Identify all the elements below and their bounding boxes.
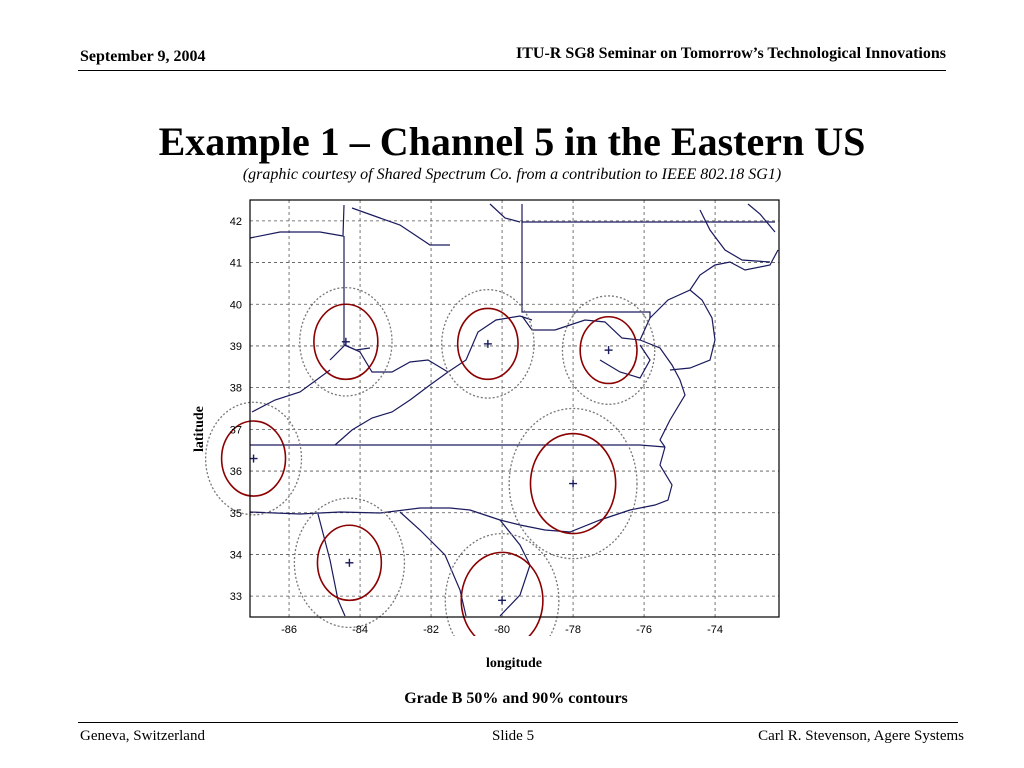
border-line: [700, 210, 770, 262]
station-marker: [498, 596, 506, 604]
station-marker: [569, 480, 577, 488]
slide-title: Example 1 – Channel 5 in the Eastern US: [158, 119, 866, 164]
border-line: [250, 508, 500, 520]
x-tick-labels: [281, 624, 723, 636]
contours: [206, 288, 655, 636]
station-marker: [342, 338, 350, 346]
y-tick-label: 37: [229, 424, 242, 437]
x-tick-label: -76: [636, 624, 653, 636]
y-tick-label: 35: [229, 507, 242, 520]
border-line: [522, 204, 775, 222]
footer-location: Geneva, Switzerland: [80, 728, 205, 744]
y-tick-label: 41: [229, 257, 242, 270]
border-line: [400, 512, 466, 616]
border-line: [500, 447, 672, 532]
footer-author: Carl R. Stevenson, Agere Systems: [758, 728, 964, 744]
y-tick-label: 38: [229, 382, 242, 395]
x-tick-label: -86: [281, 624, 298, 636]
y-tick-label: 40: [229, 299, 242, 312]
figure-caption: Grade B 50% and 90% contours: [404, 690, 628, 707]
y-tick-labels: [230, 216, 242, 603]
footer-rule: [78, 722, 958, 723]
header-event: ITU-R SG8 Seminar on Tomorrow’s Technological Innovations: [515, 45, 946, 62]
footer-slide-number: Slide 5: [492, 728, 535, 744]
y-tick-label: 33: [229, 591, 242, 604]
border-line: [490, 204, 520, 222]
border-line: [250, 205, 344, 238]
y-tick-label: 39: [229, 340, 242, 353]
header-rule: [78, 70, 946, 71]
x-tick-label: -84: [352, 624, 369, 636]
station-marker: [345, 559, 353, 567]
y-tick-label: 34: [229, 549, 242, 562]
border-line: [330, 345, 448, 372]
border-line: [748, 204, 775, 232]
border-line: [252, 370, 330, 412]
station-marker: [484, 340, 492, 348]
station-marker: [250, 455, 258, 463]
border-line: [670, 290, 715, 370]
x-tick-label: -78: [565, 624, 582, 636]
border-line: [318, 514, 345, 616]
y-tick-label: 42: [229, 215, 242, 228]
slide-subtitle: (graphic courtesy of Shared Spectrum Co. from a contribution to IEEE 802.18 SG1): [242, 166, 782, 183]
x-tick-label: -82: [423, 624, 440, 636]
border-line: [352, 208, 450, 245]
station-marker: [605, 346, 613, 354]
y-tick-label: 36: [229, 466, 242, 479]
x-axis-label: longitude: [486, 656, 543, 671]
coverage-map: [196, 196, 796, 636]
x-tick-label: -74: [707, 624, 724, 636]
y-axis-label: latitude: [192, 406, 207, 452]
border-line: [650, 250, 778, 318]
x-tick-label: -80: [494, 624, 511, 636]
header-date: September 9, 2004: [80, 48, 206, 65]
